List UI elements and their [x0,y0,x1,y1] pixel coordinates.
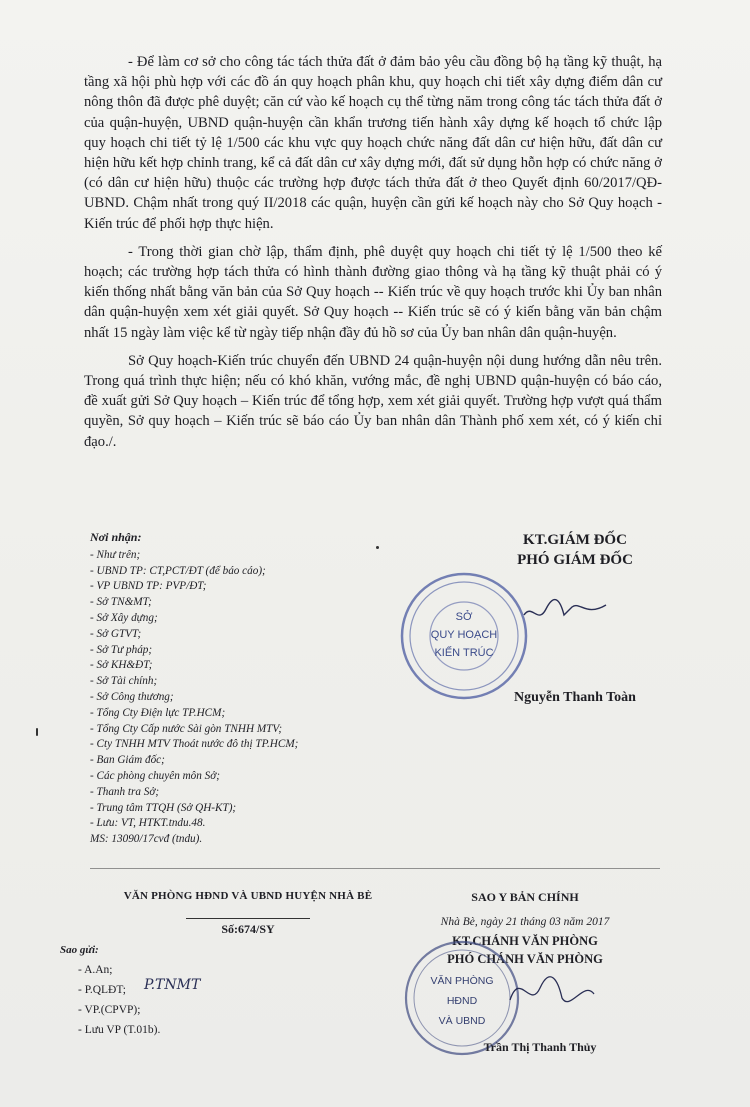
signature-title-1: KT.GIÁM ĐỐC [523,532,627,548]
recipients-list [90,530,420,848]
recipient-item: - Tổng Cty Điện lực TP.HCM; [90,706,226,719]
recipient-item: - Như trên; [90,548,141,561]
recipient-item: - Sở TN&MT; [90,596,152,609]
ink-dot [376,546,379,549]
copy-reference-number: Số:674/SY [221,922,275,936]
copy-title: SAO Y BẢN CHÍNH [471,890,579,904]
handwritten-note-text: P.TNMT [144,977,201,993]
signature-block [470,530,680,570]
ref-underline [186,918,310,919]
copy-seal-text-2: HĐND [446,995,478,1007]
recipient-item: - Sở Xây dựng; [90,611,158,624]
recipient-item: - Tổng Cty Cấp nước Sài gòn TNHH MTV; [90,722,283,735]
recipient-item: - Sở KH&ĐT; [90,659,153,672]
handwritten-signature-icon [520,585,610,635]
copy-signature-title-2: PHÓ CHÁNH VĂN PHÒNG [447,952,603,966]
handwritten-note [142,973,232,995]
seal-text-3: KIẾN TRÚC [434,647,494,659]
paragraph-3: Sở Quy hoạch-Kiến trúc chuyển đến UBND 24 quận-huyện nội dung hướng dẫn nêu trên. Trong quá trình thực hiện; nếu có khó khăn, vướng mắc, đề nghị UBND quận-huyện có báo cáo, đề xuất gửi Sở Quy hoạch – Kiến trúc để tổng hợp, xem xét giải quyết. Trường hợp vượt quá thẩm quyền, Sở quy hoạch – Kiến trúc sẽ báo cáo Ủy ban nhân dân Thành phố xem xét, có ý kiến chỉ đạo./. [84,352,662,450]
recipient-item: - Lưu: VT, HTKT.tndu.48. [90,817,206,830]
paragraph-2: - Trong thời gian chờ lập, thẩm định, phê duyệt quy hoạch chi tiết tỷ lệ 1/500 theo kế hoạch; các trường hợp tách thửa có hình thành đường giao thông và hạ tầng kỹ thuật phải có ý kiến thống nhất bằng văn bản của Sở Quy hoạch -- Kiến trúc về quy hoạch trước khi Ủy ban nhân dân quận-huyện xem xét giải quyết. Sở Quy hoạch -- Kiến trúc sẽ có ý kiến bằng văn bản chậm nhất 15 ngày làm việc kể từ ngày tiếp nhận đầy đủ hồ sơ của Ủy ban nhân dân quận-huyện. [84,243,662,341]
recipient-item: - Sở GTVT; [90,627,142,640]
seal-text-1: SỞ [455,611,473,623]
body-text [84,52,662,460]
recipient-item: - Ban Giám đốc; [90,754,165,767]
recipient-item: - Cty TNHH MTV Thoát nước đô thị TP.HCM; [90,738,299,751]
copy-seal-text-1: VĂN PHÒNG [430,975,494,987]
recipient-item: - Trung tâm TTQH (Sở QH-KT); [90,801,237,814]
sent-item: - A.An; [78,964,113,976]
recipients-title: Nơi nhận: [90,530,142,544]
official-seal-icon [398,570,530,702]
signer-name: Nguyễn Thanh Toàn [514,690,636,705]
recipient-item: - Thanh tra Sở; [90,785,160,798]
recipient-item: - UBND TP: CT,PCT/ĐT (để báo cáo); [90,564,266,577]
recipient-item: - VP UBND TP: PVP/ĐT; [90,580,207,593]
copy-signer-name: Trần Thị Thanh Thủy [483,1040,597,1054]
recipient-item: - Sở Tài chính; [90,675,158,688]
copy-signature-icon [500,960,600,1020]
ink-mark [36,728,38,736]
sent-item: - P.QLĐT; [78,984,126,996]
recipient-item: MS: 13090/17cvđ (tndu). [90,833,203,846]
sent-item: - Lưu VP (T.01b). [78,1024,161,1036]
signature-title-2: PHÓ GIÁM ĐỐC [517,552,633,568]
recipient-item: - Các phòng chuyên môn Sở; [90,769,220,782]
sent-item: - VP.(CPVP); [78,1004,141,1016]
recipient-item: - Sở Công thương; [90,690,174,703]
sent-title: Sao gửi: [60,944,99,956]
copy-seal-text-3: VÀ UBND [438,1015,486,1027]
seal-text-2: QUY HOẠCH [430,629,498,641]
paragraph-1: - Để làm cơ sở cho công tác tách thửa đất ở đảm bảo yêu cầu đồng bộ hạ tầng kỹ thuật, hạ tầng xã hội phù hợp với các đồ án quy hoạch phân khu, quy hoạch chi tiết xây dựng điểm dân cư nông thôn đã được phê duyệt; căn cứ vào kế hoạch cụ thể từng năm trong công tác tách thửa đất ở của quận-huyện, UBND quận-huyện cần khẩn trương tiến hành xây dựng kế hoạch tổ chức lập quy hoạch chi tiết tỷ lệ 1/500 các khu vực quy hoạch chức năng đất dân cư hiện hữu, đất dân cư hiện hữu kết hợp chỉnh trang, kể cả đất dân cư xây dựng mới, đất sử dụng hỗn hợp có chức năng ở (có dân cư hiện hữu) thuộc các trường hợp được tách thửa đất ở theo Quyết định 60/2017/QĐ-UBND. Chậm nhất trong quý II/2018 các quận, huyện cần gửi kế hoạch này cho Sở Quy hoạch - Kiến trúc để phối hợp thực hiện. [84,54,662,232]
copy-date: Nhà Bè, ngày 21 tháng 03 năm 2017 [440,916,610,928]
copy-signature-title-1: KT.CHÁNH VĂN PHÒNG [452,934,598,948]
recipient-item: - Sở Tư pháp; [90,643,153,656]
copy-office-name: VĂN PHÒNG HĐND VÀ UBND HUYỆN NHÀ BÈ [123,890,373,902]
section-divider [90,868,660,869]
